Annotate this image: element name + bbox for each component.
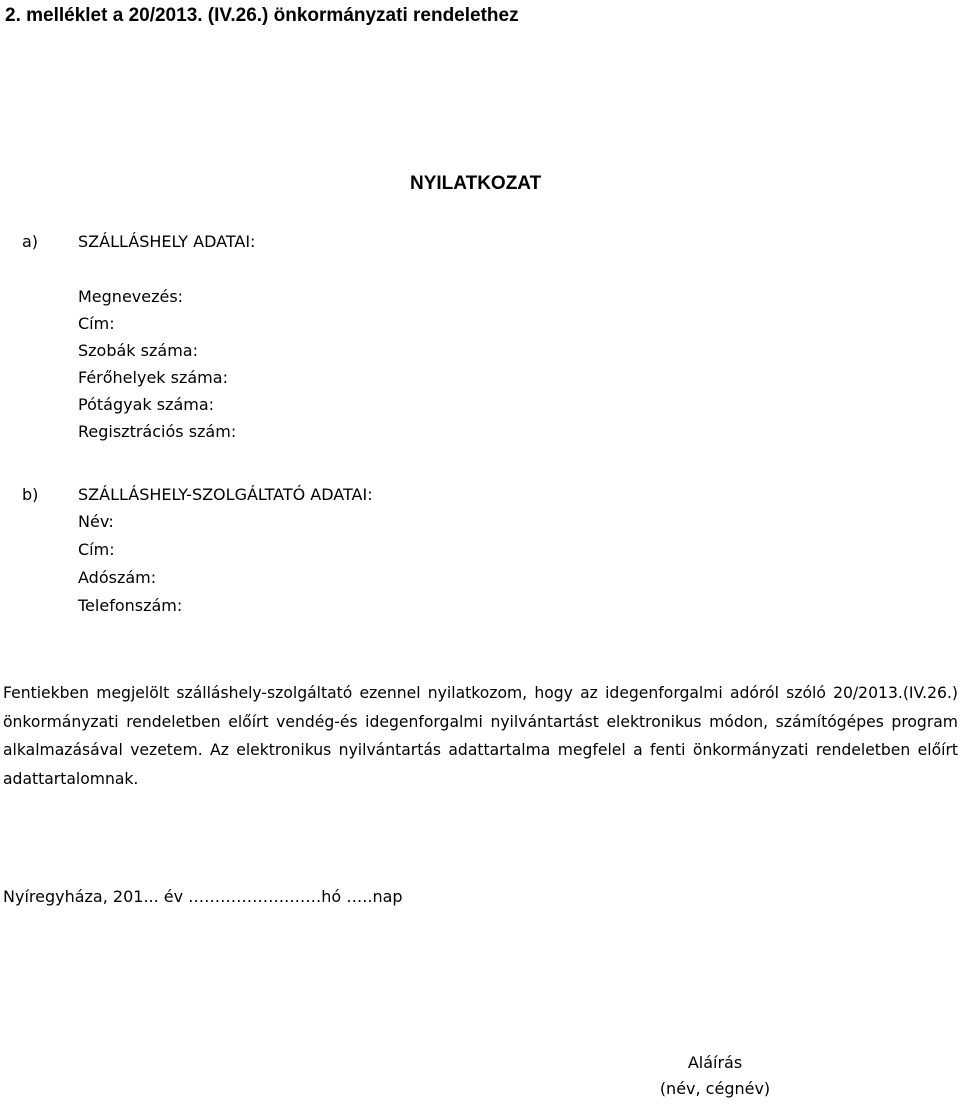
- signature-block: [620, 1050, 810, 1102]
- section-title: SZÁLLÁSHELY-SZOLGÁLTATÓ ADATAI:: [78, 485, 373, 504]
- declaration-paragraph: Fentiekben megjelölt szálláshely-szolgáltató ezennel nyilatkozom, hogy az idegenforgalmi adóról szóló 20/2013.(IV.26.) önkormányzati rendeletben előírt vendég-és idegenforgalmi nyilvántartást elektronikus módon, számítógépes program alkalmazásával vezetem. Az elektronikus nyilvántartás adattartalma megfelel a fenti önkormányzati rendeletben előírt adattartalomnak.: [3, 684, 958, 788]
- field-label-address: Cím:: [78, 314, 115, 333]
- field-label-extra-beds: Pótágyak száma:: [78, 395, 215, 414]
- document-title: NYILATKOZAT: [410, 173, 542, 194]
- field-list: [22, 511, 373, 623]
- section-title: SZÁLLÁSHELY ADATAI:: [78, 232, 256, 251]
- field-list: [22, 286, 255, 448]
- field-label-phone-number: Telefonszám:: [78, 596, 183, 615]
- section-heading: [22, 484, 373, 506]
- section-provider-data: [22, 484, 373, 623]
- field-label-provider-name: Név:: [78, 512, 114, 531]
- section-letter: b): [22, 485, 39, 504]
- signature-label: Aláírás: [687, 1053, 743, 1072]
- section-letter: a): [22, 232, 39, 251]
- field-label-provider-address: Cím:: [78, 540, 115, 559]
- field-label-beds: Férőhelyek száma:: [78, 368, 228, 387]
- section-accommodation-data: [22, 231, 255, 448]
- field-label-tax-number: Adószám:: [78, 568, 157, 587]
- field-label-registration-number: Regisztrációs szám:: [78, 422, 237, 441]
- section-heading: [22, 231, 255, 253]
- annex-reference: 2. melléklet a 20/2013. (IV.26.) önkormányzati rendelethez: [5, 5, 519, 26]
- place-date-line: Nyíregyháza, 201... év ……………….……hó …..nap: [3, 887, 403, 906]
- field-label-name: Megnevezés:: [78, 287, 184, 306]
- field-label-rooms: Szobák száma:: [78, 341, 198, 360]
- signature-sublabel: (név, cégnév): [659, 1079, 771, 1098]
